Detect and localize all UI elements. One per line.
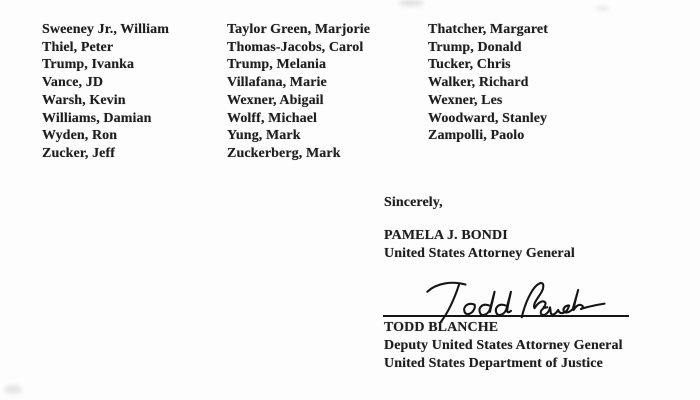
recipient-name: Trump, Ivanka: [42, 57, 135, 73]
recipient-name: Tucker, Chris: [428, 57, 511, 73]
recipient-name: Thatcher, Margaret: [428, 22, 548, 37]
name-column-1: [42, 21, 169, 163]
recipient-name: Thiel, Peter: [42, 39, 114, 55]
recipient-name: Wolff, Michael: [227, 110, 318, 126]
recipient-name: Walker, Richard: [428, 75, 529, 91]
scan-artifact: [596, 6, 610, 11]
recipient-name: Woodward, Stanley: [428, 110, 548, 126]
closing-salutation: Sincerely,: [384, 195, 443, 210]
scan-artifact: [398, 0, 424, 6]
recipient-name: Wyden, Ron: [42, 128, 118, 144]
signature-rule-line: [383, 315, 629, 317]
recipient-name: Wexner, Les: [428, 92, 503, 108]
recipient-name: Warsh, Kevin: [42, 92, 126, 108]
recipient-name: Williams, Damian: [42, 110, 152, 126]
recipient-name: Villafana, Marie: [227, 75, 327, 91]
recipient-name: Trump, Donald: [428, 39, 522, 55]
recipient-name: Vance, JD: [42, 75, 104, 91]
recipient-name: Trump, Melania: [227, 57, 327, 73]
recipient-name: Thomas-Jacobs, Carol: [227, 39, 364, 55]
signer-secondary-title-1: Deputy United States Attorney General: [384, 338, 623, 353]
recipient-name: Taylor Green, Marjorie: [227, 22, 371, 37]
recipient-name: Zampolli, Paolo: [428, 128, 525, 144]
signer-primary-title: United States Attorney General: [384, 246, 575, 261]
recipient-name: Sweeney Jr., William: [42, 22, 169, 37]
name-column-2: [227, 21, 370, 163]
recipient-name: Zucker, Jeff: [42, 145, 116, 161]
recipient-name: Zuckerberg, Mark: [227, 145, 341, 161]
signer-secondary-title-2: United States Department of Justice: [384, 356, 603, 371]
recipient-name: Yung, Mark: [227, 128, 301, 144]
scan-artifact: [4, 385, 22, 394]
signer-secondary-name: TODD BLANCHE: [384, 320, 499, 335]
name-column-3: [428, 21, 548, 145]
signer-primary-name: PAMELA J. BONDI: [384, 228, 508, 243]
recipient-name: Wexner, Abigail: [227, 92, 324, 108]
